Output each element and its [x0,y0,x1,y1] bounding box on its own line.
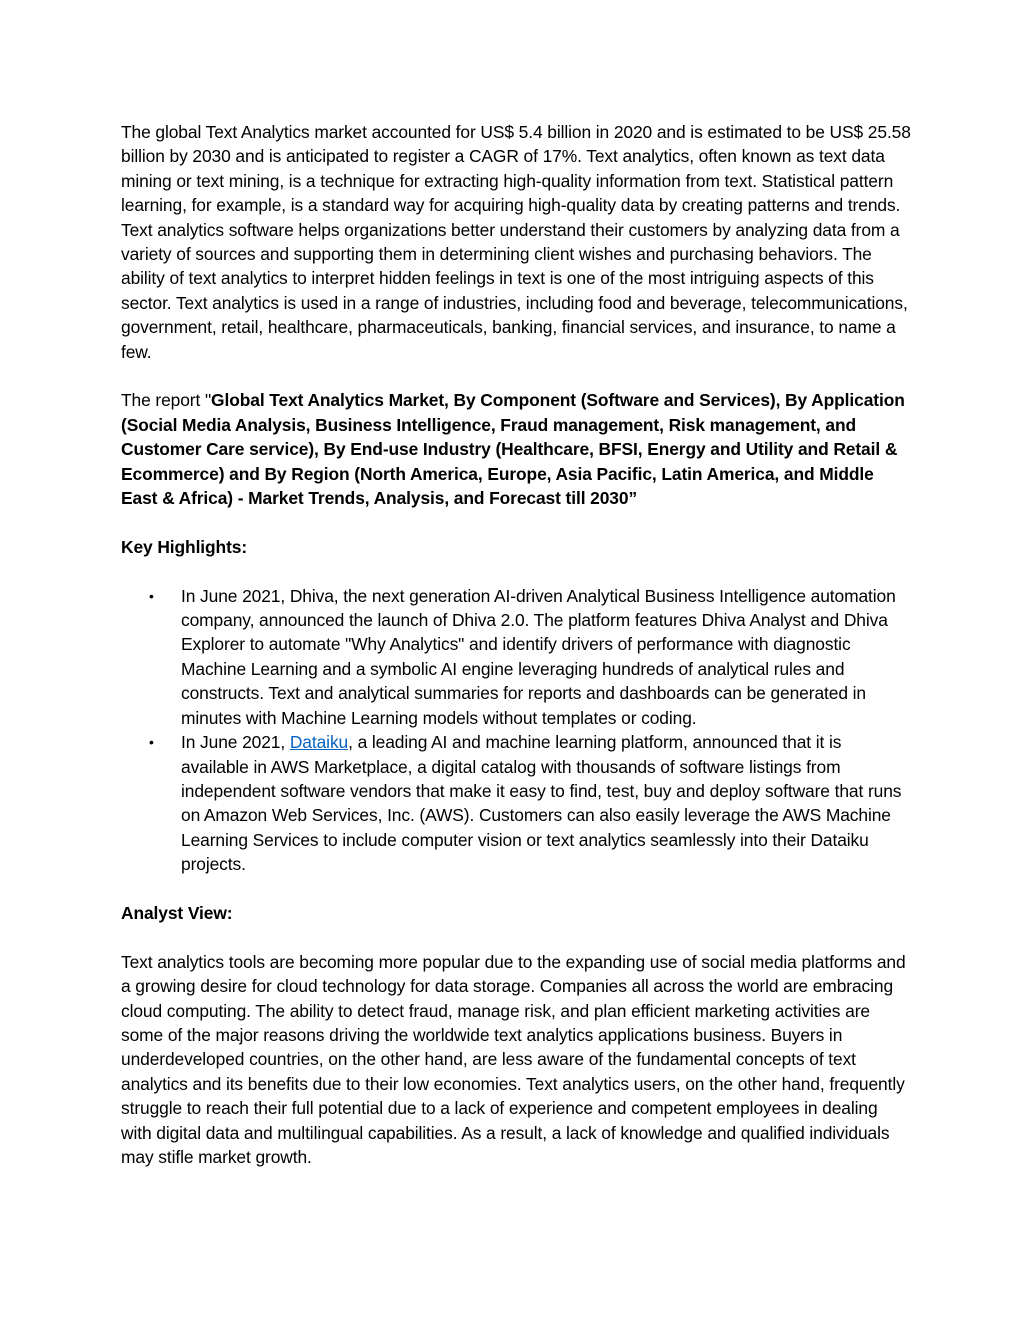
list-item-text: In June 2021, Dhiva, the next generation AI-driven Analytical Business Intelligence automation company, announced the launch of Dhiva 2.0. The platform features Dhiva Analyst and Dhiva Explorer to automate "Why Analytics" and identify drivers of performance with diagnostic Machine Learning and a symbolic AI engine leveraging hundreds of analytical rules and constructs. Text and analytical summaries for reports and dashboards can be generated in minutes with Machine Learning models without templates or coding. [181,585,896,728]
analyst-view-heading [121,901,911,925]
document-page [121,120,911,1194]
list-item [149,584,911,730]
analyst-view-heading-text: Analyst View: [121,902,233,923]
report-title: Global Text Analytics Market, By Component (Software and Services), By Application (Social Media Analysis, Business Intelligence, Fraud management, Risk management, and Customer Care service), By End-use Industry (Healthcare, BFSI, Energy and Utility and Retail & Ecommerce) and By Region (North America, Europe, Asia Pacific, Latin America, and Middle East & Africa) - Market Trends, Analysis, and Forecast till 2030” [121,390,905,509]
report-prefix: The report " [121,390,212,411]
list-item-text-before-link: In June 2021, [181,732,290,753]
analyst-view-paragraph: Text analytics tools are becoming more popular due to the expanding use of social media platforms and a growing desire for cloud technology for data storage. Companies all across the world are embracing cloud computing. The ability to detect fraud, manage risk, and plan efficient marketing activities are some of the major reasons driving the worldwide text analytics applications business. Buyers in underdeveloped countries, on the other hand, are less aware of the fundamental concepts of text analytics and its benefits due to their low economies. Text analytics users, on the other hand, frequently struggle to reach their full potential due to a lack of experience and competent employees in dealing with digital data and multilingual capabilities. As a result, a lack of knowledge and qualified individuals may stifle market growth. [121,951,906,1167]
key-highlights-heading [121,535,911,559]
bullet-icon: • [149,734,154,751]
key-highlights-heading-text: Key Highlights: [121,536,248,557]
bullet-icon: • [149,587,154,604]
dataiku-link[interactable]: Dataiku [289,732,349,753]
intro-paragraph: The global Text Analytics market accounted for US$ 5.4 billion in 2020 and is estimated to be US$ 25.58 billion by 2030 and is anticipated to register a CAGR of 17%. Text analytics, often known as text data mining or text mining, is a technique for extracting high-quality information from text. Statistical pattern learning, for example, is a standard way for acquiring high-quality data by creating patterns and trends. Text analytics software helps organizations better understand their customers by analyzing data from a variety of sources and supporting them in determining client wishes and purchasing behaviors. The ability of text analytics to interpret hidden feelings in text is one of the most intriguing aspects of this sector. Text analytics is used in a range of industries, including food and beverage, telecommunications, government, retail, healthcare, pharmaceuticals, banking, financial services, and insurance, to name a few. [121,122,911,362]
report-paragraph [121,388,911,510]
key-highlights-list [121,584,911,877]
list-item-text-after-link: , a leading AI and machine learning platform, announced that it is available in AWS Marketplace, a digital catalog with thousands of software listings from independent software vendors that make it easy to find, test, buy and deploy software that runs on Amazon Web Services, Inc. (AWS). Customers can also easily leverage the AWS Machine Learning Services to include computer vision or text analytics seamlessly into their Dataiku projects. [181,732,902,875]
list-item [149,730,911,876]
